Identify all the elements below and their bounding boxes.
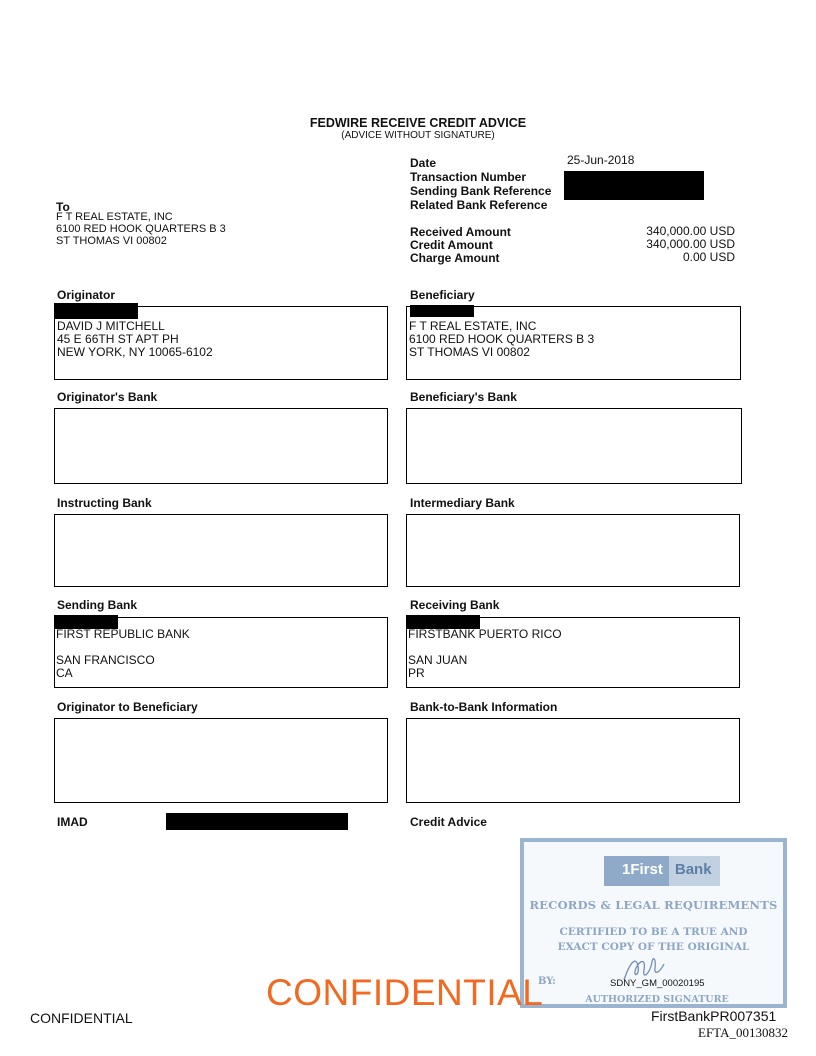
receiving-bank-line-1: FIRSTBANK PUERTO RICO	[408, 627, 562, 641]
to-line-3: ST THOMAS VI 00802	[56, 235, 167, 247]
intermediary-bank-label: Intermediary Bank	[410, 496, 515, 510]
receiving-bank-box	[406, 617, 740, 688]
beneficiarys-bank-box	[406, 408, 742, 484]
stamp-by: BY:	[538, 976, 556, 987]
beneficiary-line-1: F T REAL ESTATE, INC	[409, 319, 537, 333]
stamp-code: SDNY_GM_00020195	[610, 978, 705, 989]
beneficiary-line-3: ST THOMAS VI 00802	[409, 345, 530, 359]
originator-line-1: DAVID J MITCHELL	[57, 319, 165, 333]
instructing-bank-box	[54, 514, 388, 587]
stamp-certified-line-2: EXACT COPY OF THE ORIGINAL	[557, 941, 750, 953]
imad-label: IMAD	[57, 815, 88, 829]
beneficiary-box	[406, 306, 741, 380]
originator-to-beneficiary-box	[54, 718, 388, 803]
page-reference: FirstBankPR007351	[651, 1008, 777, 1024]
to-label: To	[56, 200, 70, 214]
confidential-footer: CONFIDENTIAL	[30, 1010, 133, 1026]
document-subtitle: (ADVICE WITHOUT SIGNATURE)	[341, 130, 495, 141]
bank-to-bank-label: Bank-to-Bank Information	[410, 700, 558, 714]
credit-amount-value: 340,000.00 USD	[646, 237, 735, 251]
receiving-bank-label: Receiving Bank	[410, 598, 500, 612]
charge-amount-value: 0.00 USD	[682, 250, 735, 264]
originator-to-beneficiary-label: Originator to Beneficiary	[57, 700, 198, 714]
sending-bank-label: Sending Bank	[57, 598, 138, 612]
beneficiary-line-2: 6100 RED HOOK QUARTERS B 3	[409, 332, 595, 346]
originators-bank-label: Originator's Bank	[57, 390, 158, 404]
stamp-authorized-signature: AUTHORIZED SIGNATURE	[585, 994, 729, 1005]
charge-amount-label: Charge Amount	[410, 251, 500, 265]
efta-number: EFTA_00130832	[698, 1025, 788, 1040]
originator-label: Originator	[57, 288, 116, 302]
document-title: FEDWIRE RECEIVE CREDIT ADVICE	[309, 116, 527, 130]
intermediary-bank-box	[406, 514, 740, 587]
logo-bank: Bank	[669, 856, 720, 886]
sending-bank-line-4: CA	[56, 666, 73, 680]
sending-bank-reference-label: Sending Bank Reference	[410, 184, 552, 198]
received-amount-value: 340,000.00 USD	[646, 224, 735, 238]
credit-advice-label: Credit Advice	[410, 815, 487, 829]
receiving-bank-line-4: PR	[408, 666, 425, 680]
transaction-number-label: Transaction Number	[410, 170, 527, 184]
stamp-records-title: RECORDS & LEGAL REQUIREMENTS	[529, 898, 778, 912]
related-bank-reference-label: Related Bank Reference	[410, 198, 548, 212]
date-label: Date	[410, 156, 437, 170]
instructing-bank-label: Instructing Bank	[57, 496, 152, 510]
received-amount-label: Received Amount	[410, 225, 511, 239]
stamp-certified-line-1: CERTIFIED TO BE A TRUE AND	[559, 926, 748, 938]
beneficiary-label: Beneficiary	[410, 288, 475, 302]
to-line-1: F T REAL ESTATE, INC	[56, 211, 173, 223]
originator-line-3: NEW YORK, NY 10065-6102	[57, 345, 213, 359]
credit-amount-label: Credit Amount	[410, 238, 493, 252]
redaction-imad	[166, 813, 348, 830]
originator-box	[54, 306, 388, 380]
sending-bank-line-1: FIRST REPUBLIC BANK	[56, 627, 190, 641]
first-bank-logo	[604, 856, 720, 886]
receiving-bank-line-3: SAN JUAN	[408, 653, 468, 667]
date-value: 25-Jun-2018	[567, 153, 635, 167]
sending-bank-line-3: SAN FRANCISCO	[56, 653, 155, 667]
originators-bank-box	[54, 408, 388, 484]
confidential-watermark: CONFIDENTIAL	[266, 972, 544, 1013]
sending-bank-box	[54, 617, 388, 688]
bank-to-bank-box	[406, 718, 740, 803]
beneficiarys-bank-label: Beneficiary's Bank	[410, 390, 517, 404]
redaction-transaction	[564, 171, 704, 200]
logo-first: 1First	[604, 856, 669, 886]
certification-stamp	[520, 838, 787, 1008]
to-line-2: 6100 RED HOOK QUARTERS B 3	[56, 223, 226, 235]
originator-line-2: 45 E 66TH ST APT PH	[57, 332, 179, 346]
